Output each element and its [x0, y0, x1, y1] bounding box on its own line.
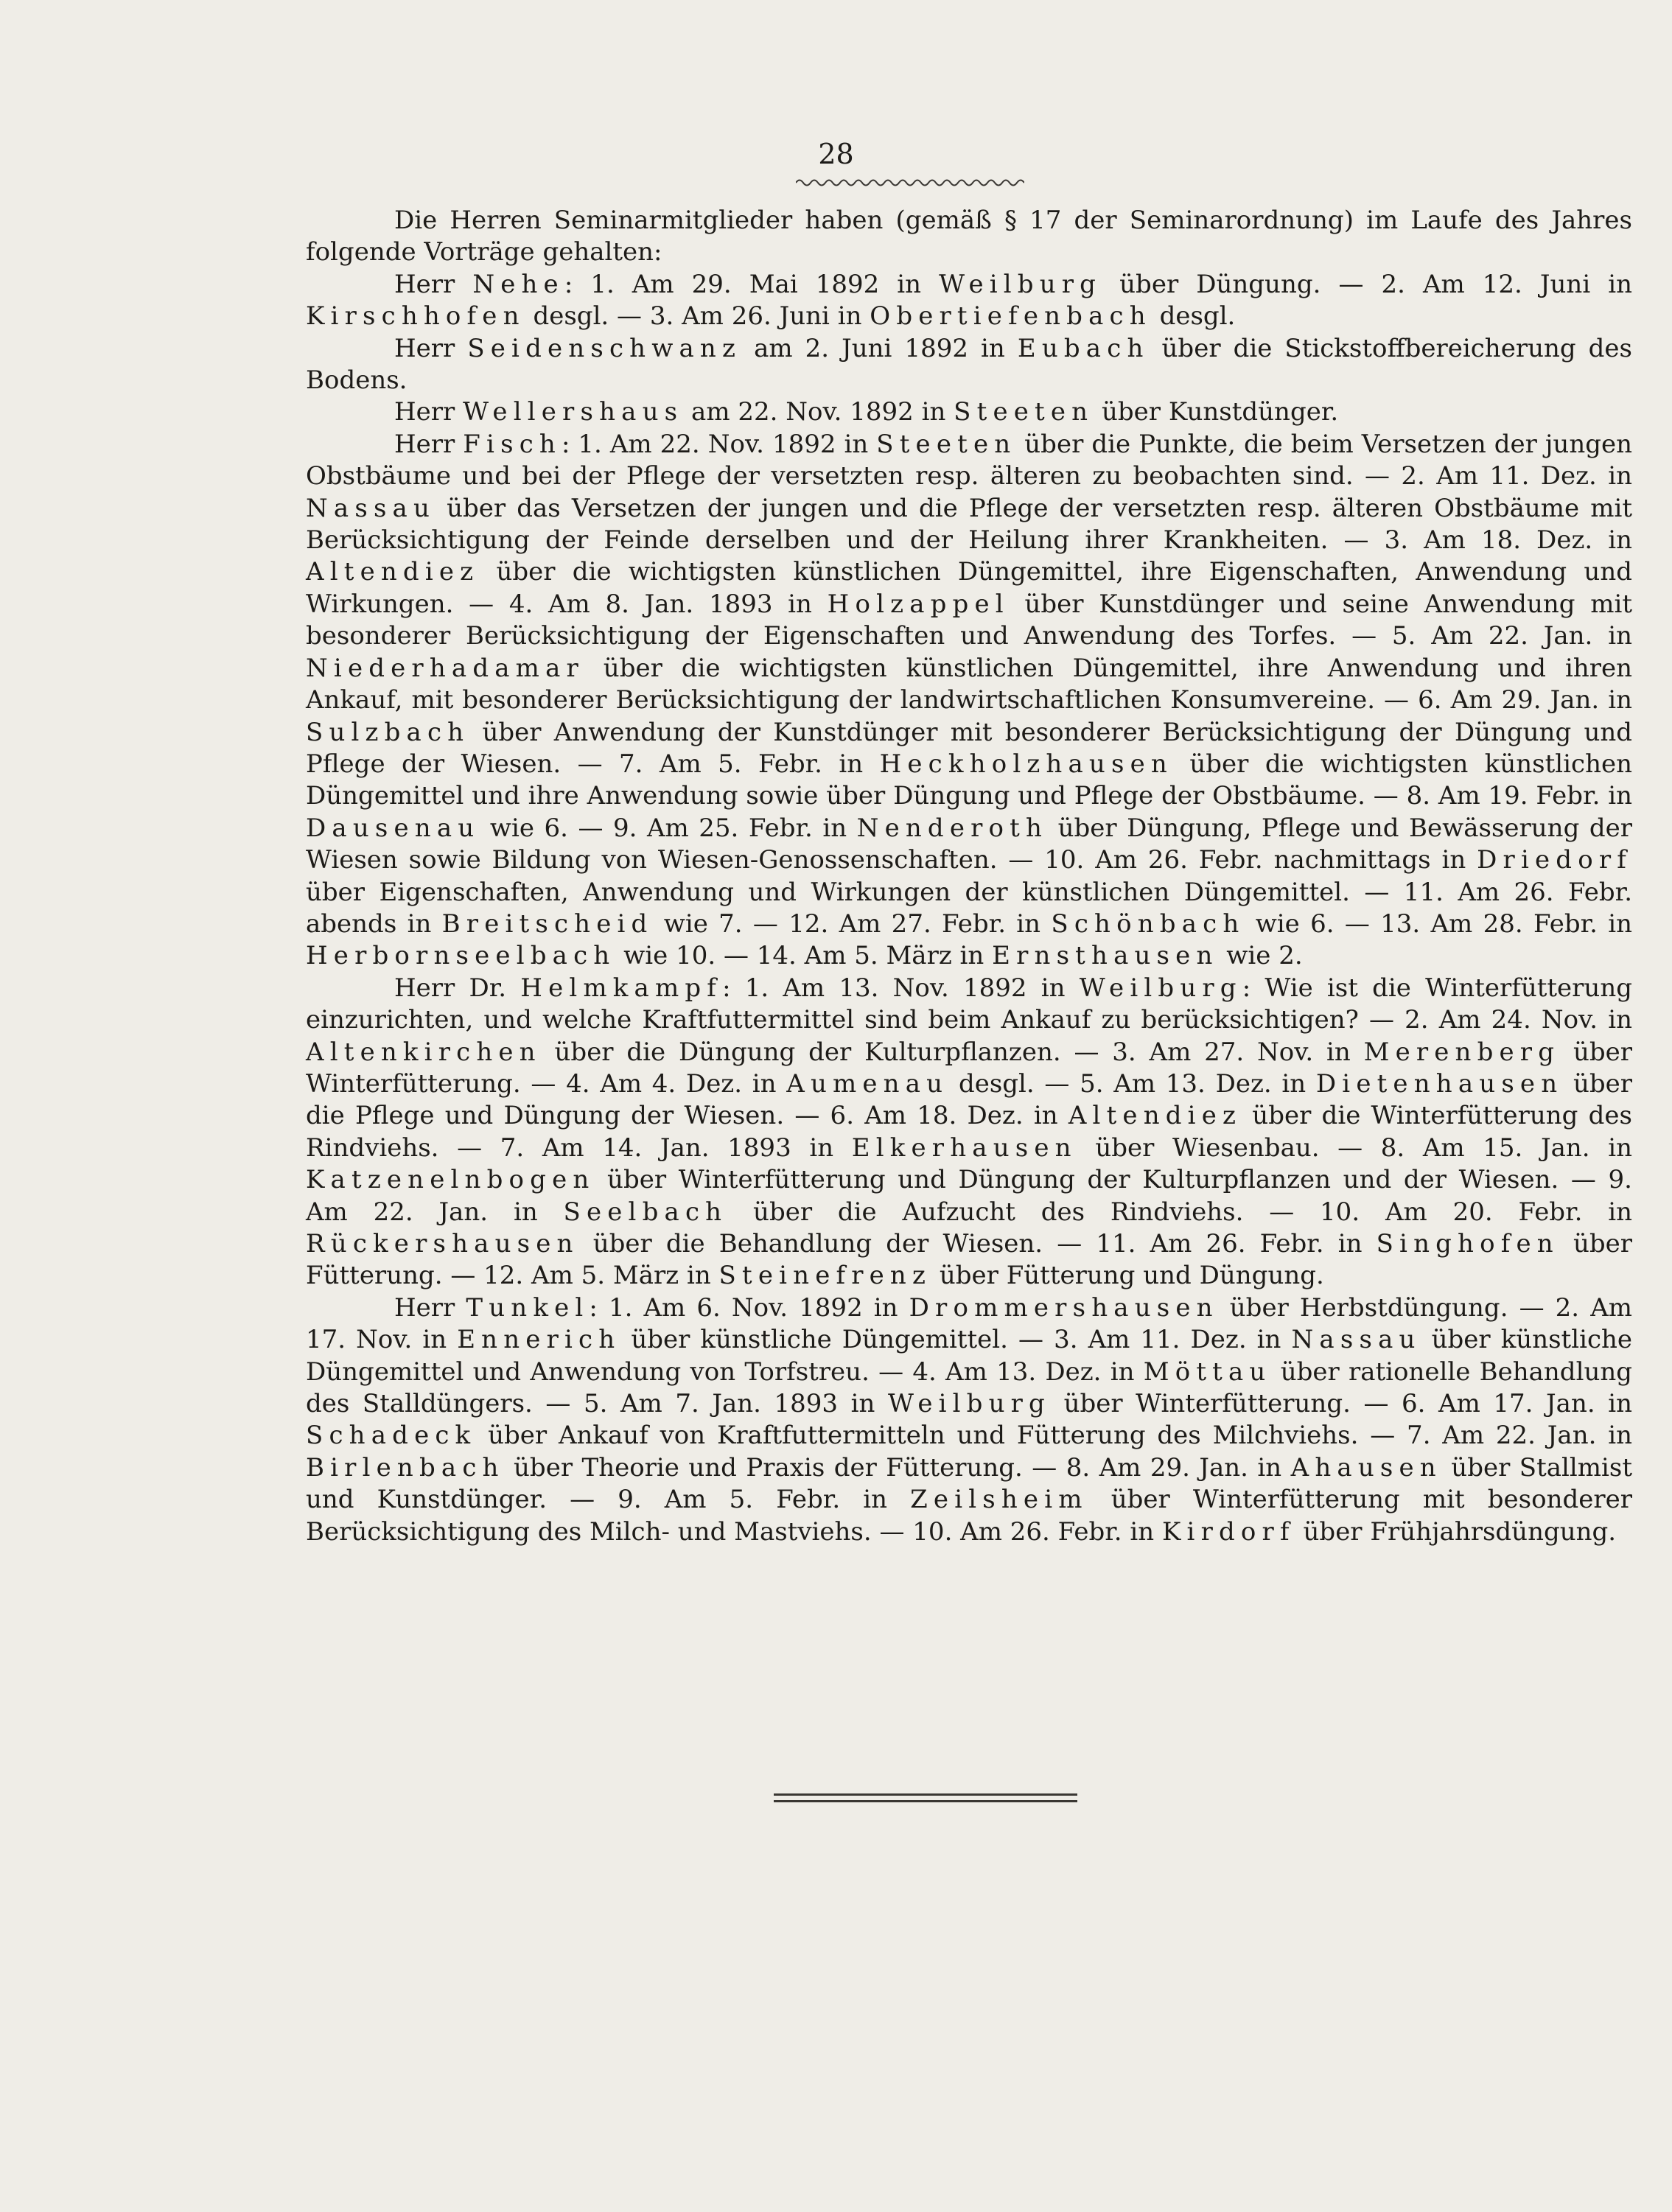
spaced-name: Möttau — [1143, 1357, 1272, 1387]
text-run: über rationelle Behandlung des Stalldüngers. — 5. Am 7. Jan. 1893 in — [306, 1357, 1632, 1419]
text-run: wie 2. — [1218, 941, 1303, 971]
text-run: über Stallmist und Kunstdünger. — 9. Am 5. Febr. in — [306, 1452, 1632, 1515]
text-run: über Fütterung. — 12. Am 5. März in — [306, 1229, 1632, 1291]
spaced-name: Steeten — [876, 429, 1017, 459]
text-run: wie 10. — 14. Am 5. März in — [615, 941, 993, 971]
paragraph — [306, 429, 1632, 973]
text-run: über Kunstdünger und seine Anwendung mit besonderer Berücksichtigung der Eigenschaften und Anwendung des Torfes. — 5. Am 22. Jan. in — [306, 589, 1632, 651]
text-run: Herr — [394, 397, 464, 427]
spaced-name: Helmkampf — [520, 973, 723, 1003]
text-run: über die Stickstoffbereicherung des Bodens. — [306, 333, 1632, 396]
text-run: am 22. Nov. 1892 in — [683, 397, 954, 427]
paragraph — [306, 1292, 1632, 1548]
spaced-name: Drommershausen — [909, 1292, 1219, 1323]
spaced-name: Fisch — [463, 429, 562, 459]
spaced-name: Seelbach — [563, 1197, 728, 1227]
text-run: über künstliche Düngemittel. — 3. Am 11. Dez. in — [620, 1325, 1292, 1355]
spaced-name: Sulzbach — [306, 717, 470, 747]
text-run: über Anwendung der Kunstdünger mit besonderer Berücksichtigung der Düngung und Pflege der Wiesen. — 7. Am 5. Febr. in — [306, 717, 1632, 779]
paragraph — [306, 333, 1632, 397]
text-run: über Winterfütterung. — 4. Am 4. Dez. in — [306, 1037, 1632, 1099]
spaced-name: Kirschhofen — [306, 301, 525, 332]
paragraph — [306, 205, 1632, 269]
spaced-name: Merenberg — [1363, 1037, 1561, 1067]
text-run: desgl. — 3. Am 26. Juni in — [525, 301, 870, 332]
text-run: über Frühjahrsdüngung. — [1295, 1516, 1617, 1547]
text-run: über Winterfütterung. — 6. Am 17. Jan. in — [1051, 1389, 1632, 1419]
text-run: über Ankauf von Kraftfuttermitteln und Fütterung des Milchviehs. — 7. Am 22. Jan. in — [476, 1421, 1632, 1451]
text-run: am 2. Juni 1892 in — [741, 333, 1018, 363]
spaced-name: Tunkel — [466, 1292, 590, 1323]
text-run: Die Herren Seminarmitglieder haben (gemäß § 17 der Seminarordnung) im Laufe des Jahres folgende Vorträge gehalten: — [306, 206, 1632, 267]
text-run: über Düngung. — 2. Am 12. Juni in — [1102, 269, 1632, 299]
spaced-name: Weilburg — [939, 269, 1102, 299]
page-number: 28 — [818, 138, 854, 170]
text-run: über Winterfütterung und Düngung der Kulturpflanzen und der Wiesen. — 9. Am 22. Jan. in — [306, 1165, 1632, 1227]
text-run: Herr — [394, 333, 468, 363]
spaced-name: Dausenau — [306, 813, 480, 843]
text-run: desgl. — [1151, 301, 1236, 332]
text-run: über die Behandlung der Wiesen. — 11. Am 26. Febr. in — [578, 1229, 1377, 1259]
text-run: über die Pflege und Düngung der Wiesen. — 6. Am 18. Dez. in — [306, 1068, 1633, 1131]
spaced-name: Herbornseelbach — [306, 941, 616, 971]
spaced-name: Steinefrenz — [718, 1261, 932, 1291]
text-run: über Wiesenbau. — 8. Am 15. Jan. in — [1077, 1133, 1632, 1163]
paragraph — [306, 973, 1632, 1292]
spaced-name: Nenderoth — [856, 813, 1049, 843]
text-run: : 1. Am 29. Mai 1892 in — [564, 269, 940, 299]
text-run: : 1. Am 6. Nov. 1892 in — [589, 1292, 909, 1323]
text-run: über Düngung, Pflege und Bewässerung der Wiesen sowie Bildung von Wiesen-Genossenschaften. — 10. Am 26. Febr. nachmittags in — [306, 813, 1633, 875]
spaced-name: Niederhadamar — [306, 653, 584, 683]
text-run: über die Aufzucht des Rindviehs. — 10. Am 20. Febr. in — [727, 1197, 1632, 1227]
spaced-name: Ennerich — [457, 1325, 621, 1355]
spaced-name: Nassau — [1291, 1325, 1421, 1355]
text-run: über künstliche Düngemittel und Anwendung von Torfstreu. — 4. Am 13. Dez. in — [306, 1325, 1633, 1387]
text-run: über Fütterung und Düngung. — [931, 1261, 1324, 1291]
text-run: Herr — [394, 429, 464, 459]
spaced-name: Rückershausen — [306, 1229, 579, 1259]
spaced-name: Kirdorf — [1162, 1516, 1295, 1547]
text-run: wie 6. — 13. Am 28. Febr. in — [1245, 909, 1632, 939]
text-run: über Kunstdünger. — [1094, 397, 1339, 427]
text-run: wie 6. — 9. Am 25. Febr. in — [480, 813, 857, 843]
spaced-name: Obertiefenbach — [870, 301, 1152, 332]
spaced-name: Singhofen — [1376, 1229, 1559, 1259]
spaced-name: Schadeck — [306, 1421, 477, 1451]
text-run: : Wie ist die Winterfütterung einzurichten, und welche Kraftfuttermittel sind beim Ankauf zu berücksichtigen? — 2. Am 24. Nov. in — [306, 973, 1632, 1035]
spaced-name: Breitscheid — [441, 909, 654, 939]
text-run: wie 7. — 12. Am 27. Febr. in — [653, 909, 1052, 939]
text-run: desgl. — 5. Am 13. Dez. in — [948, 1068, 1316, 1099]
spaced-name: Ernsthausen — [992, 941, 1219, 971]
spaced-name: Holzappel — [827, 589, 1010, 619]
spaced-name: Zeilsheim — [910, 1485, 1088, 1515]
spaced-name: Weilburg — [1079, 973, 1242, 1003]
text-run: über die Punkte, die beim Versetzen der jungen Obstbäume und bei der Pflege der versetzten resp. älteren zu beobachten sind. — 2. Am 11. Dez. in — [306, 429, 1632, 491]
spaced-name: Eubach — [1017, 333, 1150, 363]
spaced-name: Nassau — [306, 493, 436, 523]
spaced-name: Altendiez — [306, 557, 480, 587]
text-run: über Eigenschaften, Anwendung und Wirkungen der künstlichen Düngemittel. — 11. Am 26. Febr. abends in — [306, 877, 1632, 939]
paragraph — [306, 396, 1632, 428]
text-run: : 1. Am 22. Nov. 1892 in — [561, 429, 877, 459]
lecture-list — [306, 205, 1632, 1548]
spaced-name: Nehe — [472, 269, 564, 299]
spaced-name: Steeten — [954, 397, 1094, 427]
spaced-name: Altendiez — [1068, 1101, 1242, 1131]
text-run: über die wichtigsten künstlichen Düngemittel, ihre Eigenschaften, Anwendung und Wirkungen. — 4. Am 8. Jan. 1893 in — [306, 557, 1632, 619]
spaced-name: Seidenschwanz — [467, 333, 742, 363]
text-run: über Herbstdüngung. — 2. Am 17. Nov. in — [306, 1292, 1632, 1355]
spaced-name: Ahausen — [1290, 1452, 1442, 1483]
text-run: Herr — [394, 269, 473, 299]
spaced-name: Birlenbach — [306, 1452, 505, 1483]
spaced-name: Aumenau — [786, 1068, 949, 1099]
text-run: über die Winterfütterung des Rindviehs. — 7. Am 14. Jan. 1893 in — [306, 1101, 1632, 1163]
spaced-name: Weilburg — [887, 1389, 1051, 1419]
spaced-name: Elkerhausen — [851, 1133, 1077, 1163]
text-run: über die wichtigsten künstlichen Düngemittel und ihre Anwendung sowie über Düngung und Pflege der Obstbäume. — 8. Am 19. Febr. in — [306, 749, 1632, 811]
text-run: über das Versetzen der jungen und die Pflege der versetzten resp. älteren Obstbäume mit Berücksichtigung der Feinde derselben und der Heilung ihrer Krankheiten. — 3. Am 18. Dez. in — [306, 493, 1632, 556]
spaced-name: Katzenelnbogen — [306, 1165, 595, 1195]
spaced-name: Schönbach — [1051, 909, 1245, 939]
spaced-name: Driedorf — [1477, 845, 1632, 875]
spaced-name: Dietenhausen — [1315, 1068, 1564, 1099]
text-run: Herr Dr. — [394, 973, 521, 1003]
spaced-name: Altenkirchen — [306, 1037, 542, 1067]
text-run: über Winterfütterung mit besonderer Berücksichtigung des Milch- und Mastviehs. — 10. Am 26. Febr. in — [306, 1485, 1632, 1547]
end-rule — [774, 1793, 1077, 1805]
text-run: über Theorie und Praxis der Fütterung. — 8. Am 29. Jan. in — [504, 1452, 1291, 1483]
wavy-ornament — [796, 175, 1024, 190]
spaced-name: Wellershaus — [463, 397, 684, 427]
text-run: über die wichtigsten künstlichen Düngemittel, ihre Anwendung und ihren Ankauf, mit besonderer Berücksichtigung der landwirtschaftlichen Konsumvereine. — 6. Am 29. Jan. in — [306, 653, 1632, 715]
spaced-name: Heckholzhausen — [879, 749, 1173, 779]
text-run: über die Düngung der Kulturpflanzen. — 3. Am 27. Nov. in — [541, 1037, 1364, 1067]
paragraph — [306, 269, 1632, 333]
text-run: : 1. Am 13. Nov. 1892 in — [722, 973, 1080, 1003]
text-run: Herr — [394, 1292, 466, 1323]
